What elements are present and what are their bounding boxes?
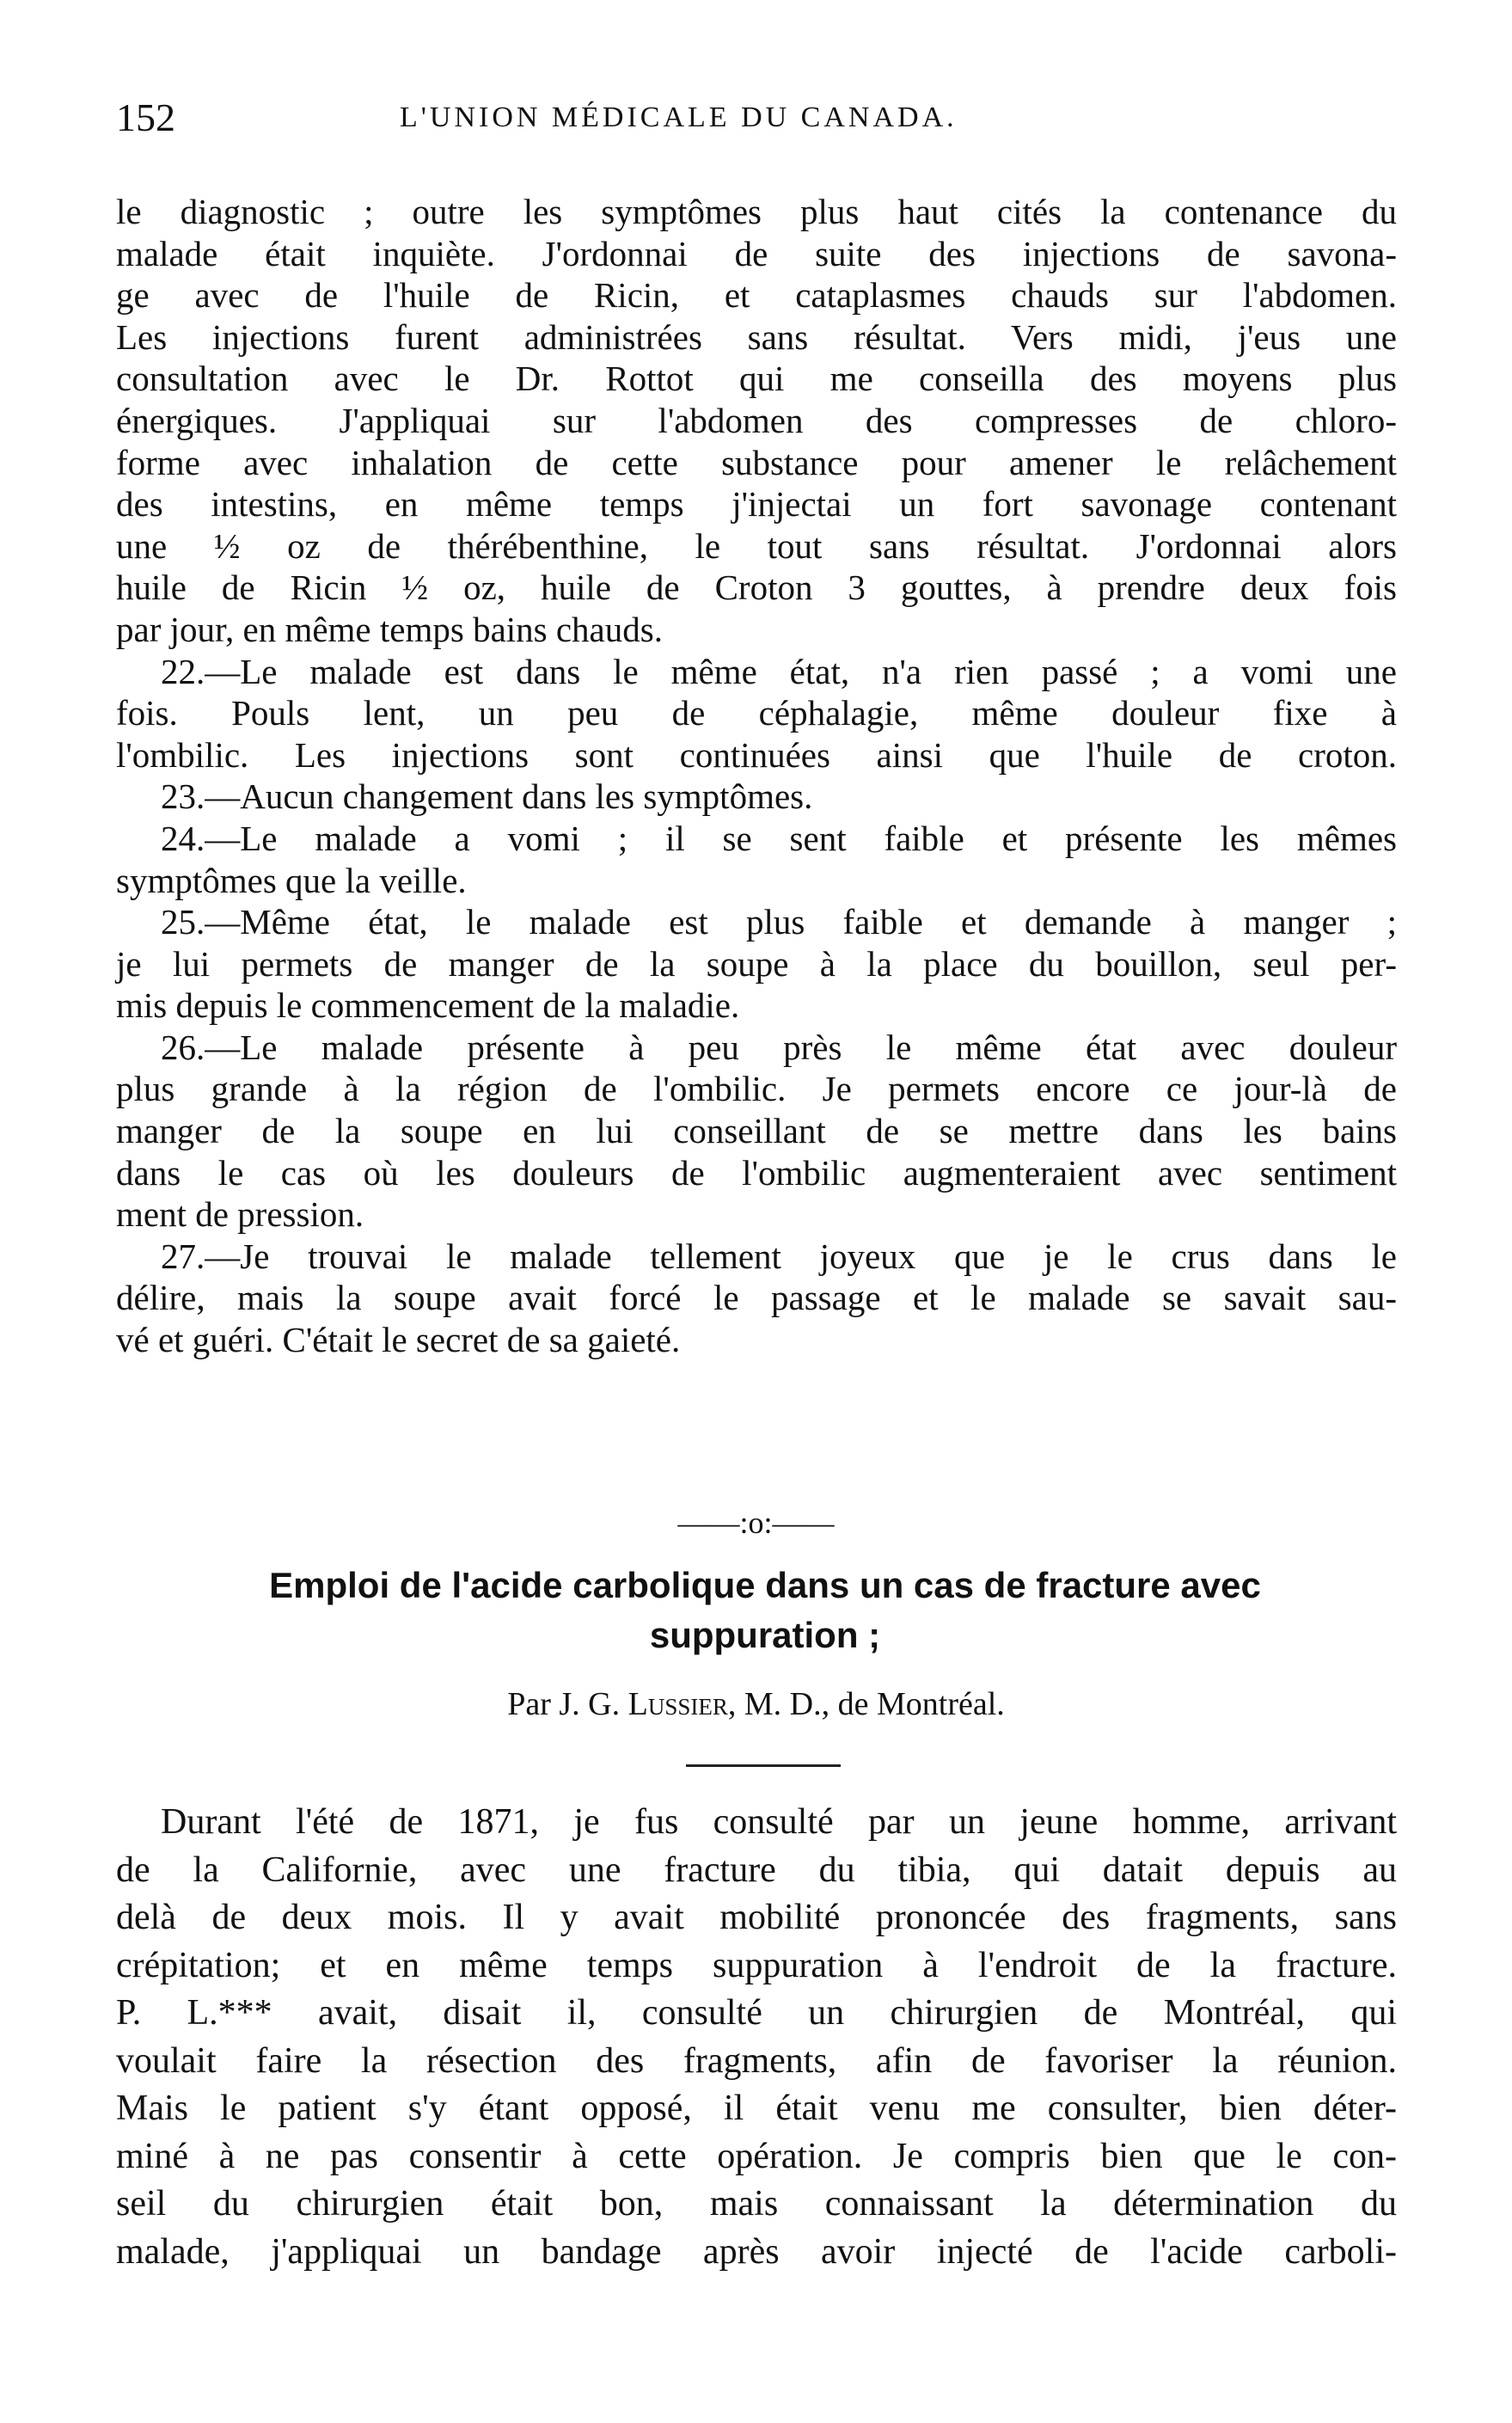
text-line: fois. Pouls lent, un peu de céphalagie, même douleur fixe à xyxy=(116,693,1397,733)
article-title xyxy=(138,1561,1393,1660)
journal-title: L'UNION MÉDICALE DU CANADA. xyxy=(400,101,958,133)
text-line: je lui permets de manger de la soupe à la place du bouillon, seul per- xyxy=(116,943,1397,984)
text-line: des intestins, en même temps j'injectai un fort savonage contenant xyxy=(116,484,1397,524)
text-line: delà de deux mois. Il y avait mobilité prononcée des fragments, sans xyxy=(116,1898,1397,1937)
text-line: le diagnostic ; outre les symptômes plus haut cités la contenance du xyxy=(116,192,1397,231)
text-line: 25.—Même état, le malade est plus faible et demande à manger ; xyxy=(161,902,1397,942)
section-separator: ——:o:—— xyxy=(677,1506,835,1540)
text-line: de la Californie, avec une fracture du tibia, qui datait depuis au xyxy=(116,1849,1397,1890)
article-byline xyxy=(0,1685,1512,1723)
text-line: forme avec inhalation de cette substance pour amener le relâchement xyxy=(116,442,1397,482)
text-line: 27.—Je trouvai le malade tellement joyeux que je le crus dans le xyxy=(161,1236,1397,1276)
text-line: seil du chirurgien était bon, mais connaissant la détermination du xyxy=(116,2184,1397,2224)
text-line: 22.—Le malade est dans le même état, n'a rien passé ; a vomi une xyxy=(161,651,1397,691)
text-line: 24.—Le malade a vomi ; il se sent faible et présente les mêmes xyxy=(161,818,1397,858)
text-line: par jour, en même temps bains chauds. xyxy=(116,609,663,649)
page-number: 152 xyxy=(116,95,175,139)
title-rule xyxy=(686,1764,841,1767)
article-title-line-1: Emploi de l'acide carbolique dans un cas de fracture avec xyxy=(269,1565,1261,1605)
text-line: huile de Ricin ½ oz, huile de Croton 3 gouttes, à prendre deux fois xyxy=(116,567,1397,608)
byline-author: Lussier xyxy=(627,1686,728,1722)
text-line: consultation avec le Dr. Rottot qui me conseilla des moyens plus xyxy=(116,359,1397,399)
case-report-text xyxy=(116,191,1397,1361)
byline-suffix: , M. D., de Montréal. xyxy=(727,1686,1005,1722)
article-body-text xyxy=(116,1799,1397,2276)
text-line: mis depuis le commencement de la maladie. xyxy=(116,985,740,1026)
text-line: délire, mais la soupe avait forcé le passage et le malade se savait sau- xyxy=(116,1278,1397,1318)
running-head xyxy=(116,95,1397,146)
text-line: ment de pression. xyxy=(116,1194,364,1235)
text-line: manger de la soupe en lui conseillant de se mettre dans les bains xyxy=(116,1111,1397,1151)
text-line: énergiques. J'appliquai sur l'abdomen des compresses de chloro- xyxy=(116,400,1397,440)
text-line: P. L.*** avait, disait il, consulté un chirurgien de Montréal, qui xyxy=(116,1993,1397,2033)
text-line: malade, j'appliquai un bandage après avoir injecté de l'acide carboli- xyxy=(116,2231,1397,2272)
byline-prefix: Par J. G. xyxy=(507,1686,628,1722)
text-line: Les injections furent administrées sans résultat. Vers midi, j'eus une xyxy=(116,316,1397,357)
text-line: 26.—Le malade présente à peu près le même état avec douleur xyxy=(161,1027,1397,1067)
text-line: Durant l'été de 1871, je fus consulté par un jeune homme, arrivant xyxy=(161,1802,1397,1842)
text-line: vé et guéri. C'était le secret de sa gaieté. xyxy=(116,1320,681,1360)
text-line: malade était inquiète. J'ordonnai de suite des injections de savona- xyxy=(116,233,1397,273)
text-line: crépitation; et en même temps suppuration à l'endroit de la fracture. xyxy=(116,1945,1397,1985)
text-line: l'ombilic. Les injections sont continuées ainsi que l'huile de croton. xyxy=(116,734,1397,775)
text-line: Mais le patient s'y étant opposé, il était venu me consulter, bien déter- xyxy=(116,2089,1397,2128)
text-line: symptômes que la veille. xyxy=(116,860,467,900)
text-line: voulait faire la résection des fragments, afin de favoriser la réunion. xyxy=(116,2040,1397,2081)
article-title-line-2: suppuration ; xyxy=(649,1615,881,1655)
text-line: 23.—Aucun changement dans les symptômes. xyxy=(161,776,813,817)
text-line: miné à ne pas consentir à cette opération. Je compris bien que le con- xyxy=(116,2136,1397,2176)
text-line: dans le cas où les douleurs de l'ombilic augmenteraient avec sentiment xyxy=(116,1152,1397,1193)
text-line: ge avec de l'huile de Ricin, et cataplasmes chauds sur l'abdomen. xyxy=(116,275,1397,316)
text-line: plus grande à la région de l'ombilic. Je permets encore ce jour-là de xyxy=(116,1069,1397,1109)
text-line: une ½ oz de thérébenthine, le tout sans résultat. J'ordonnai alors xyxy=(116,525,1397,566)
